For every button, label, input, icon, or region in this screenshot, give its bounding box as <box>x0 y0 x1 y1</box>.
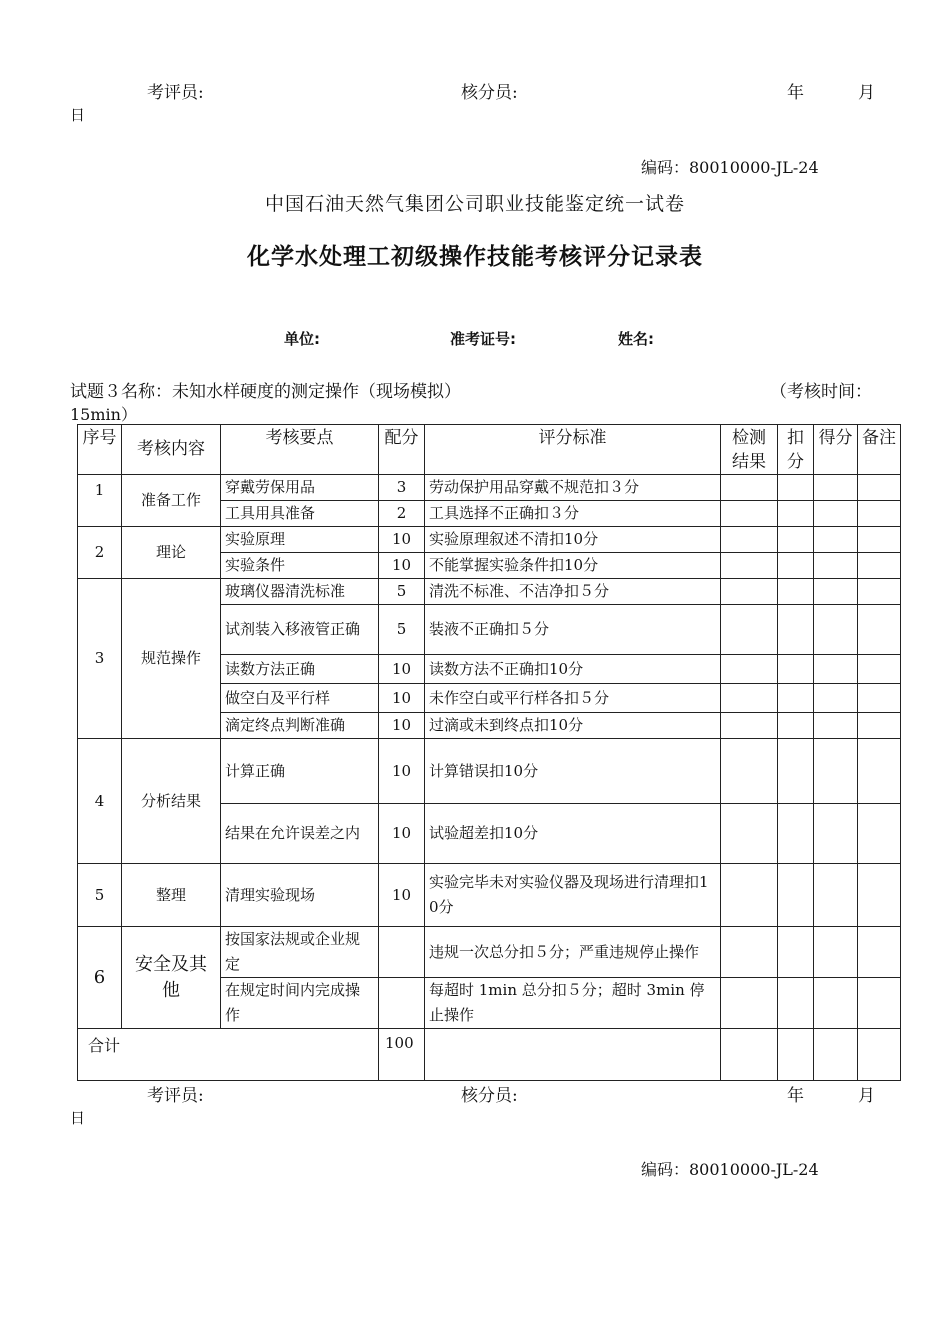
row-criteria: 不能掌握实验条件扣10分 <box>425 553 721 579</box>
total-value: 100 <box>379 1029 425 1081</box>
total-label: 合计 <box>78 1029 379 1081</box>
got-cell[interactable] <box>814 713 858 739</box>
row-content: 准备工作 <box>122 475 221 527</box>
got-cell[interactable] <box>814 864 858 927</box>
row-point: 按国家法规或企业规定 <box>221 927 379 978</box>
result-cell[interactable] <box>721 655 778 684</box>
row-point: 穿戴劳保用品 <box>221 475 379 501</box>
row-point: 实验原理 <box>221 527 379 553</box>
header-got: 得分 <box>814 425 858 475</box>
result-cell[interactable] <box>721 501 778 527</box>
row-criteria: 试验超差扣10分 <box>425 804 721 864</box>
row-point: 清理实验现场 <box>221 864 379 927</box>
total-criteria-cell <box>425 1029 721 1081</box>
got-cell[interactable] <box>814 684 858 713</box>
result-cell[interactable] <box>721 864 778 927</box>
examiner-label-bottom: 考评员: <box>147 1086 204 1106</box>
table-row <box>78 864 901 927</box>
row-seq: 6 <box>78 927 122 1029</box>
table-header-row <box>78 425 901 475</box>
remark-cell[interactable] <box>858 655 901 684</box>
header-score: 配分 <box>379 425 425 475</box>
got-cell[interactable] <box>814 475 858 501</box>
deduct-cell[interactable] <box>778 655 814 684</box>
row-content: 理论 <box>122 527 221 579</box>
got-cell[interactable] <box>814 501 858 527</box>
exam-time-label: （考核时间： <box>770 382 872 402</box>
row-content: 分析结果 <box>122 739 221 864</box>
row-criteria: 违规一次总分扣５分；严重违规停止操作 <box>425 927 721 978</box>
result-cell[interactable] <box>721 475 778 501</box>
header-remark: 备注 <box>858 425 901 475</box>
row-point: 计算正确 <box>221 739 379 804</box>
header-result: 检测结果 <box>721 425 778 475</box>
row-criteria: 每超时 1min 总分扣５分；超时 3min 停止操作 <box>425 978 721 1029</box>
row-seq: 5 <box>78 864 122 927</box>
deduct-cell[interactable] <box>778 553 814 579</box>
row-score: 10 <box>379 655 425 684</box>
row-seq: 3 <box>78 579 122 739</box>
result-cell[interactable] <box>721 579 778 605</box>
day-label: 日 <box>70 106 86 124</box>
remark-cell[interactable] <box>858 527 901 553</box>
row-criteria: 读数方法不正确扣10分 <box>425 655 721 684</box>
table-row <box>78 475 901 501</box>
row-criteria: 装液不正确扣５分 <box>425 605 721 655</box>
remark-cell[interactable] <box>858 804 901 864</box>
row-content: 规范操作 <box>122 579 221 739</box>
result-cell[interactable] <box>721 978 778 1029</box>
remark-cell[interactable] <box>858 501 901 527</box>
remark-cell[interactable] <box>858 713 901 739</box>
examiner-label: 考评员: <box>147 83 204 103</box>
table-row <box>78 527 901 553</box>
row-point: 玻璃仪器清洗标准 <box>221 579 379 605</box>
ticket-number-label: 准考证号: <box>450 330 516 348</box>
table-row <box>78 739 901 804</box>
row-score: 5 <box>379 605 425 655</box>
row-score: 10 <box>379 684 425 713</box>
name-label: 姓名: <box>618 330 654 348</box>
year-label-bottom: 年 <box>787 1086 804 1106</box>
month-label: 月 <box>858 83 875 103</box>
deduct-cell[interactable] <box>778 501 814 527</box>
row-score: 10 <box>379 804 425 864</box>
result-cell[interactable] <box>721 684 778 713</box>
year-label: 年 <box>787 83 804 103</box>
deduct-cell[interactable] <box>778 1029 814 1081</box>
row-criteria: 劳动保护用品穿戴不规范扣３分 <box>425 475 721 501</box>
row-point: 在规定时间内完成操作 <box>221 978 379 1029</box>
result-cell[interactable] <box>721 804 778 864</box>
remark-cell[interactable] <box>858 739 901 804</box>
remark-cell[interactable] <box>858 605 901 655</box>
checker-label: 核分员: <box>461 83 518 103</box>
row-criteria: 未作空白或平行样各扣５分 <box>425 684 721 713</box>
form-code: 编码：80010000-JL-24 <box>641 158 819 177</box>
day-label-bottom: 日 <box>70 1109 86 1127</box>
document-subtitle: 中国石油天然气集团公司职业技能鉴定统一试卷 <box>264 193 685 215</box>
deduct-cell[interactable] <box>778 527 814 553</box>
row-criteria: 工具选择不正确扣３分 <box>425 501 721 527</box>
result-cell[interactable] <box>721 553 778 579</box>
deduct-cell[interactable] <box>778 713 814 739</box>
remark-cell[interactable] <box>858 1029 901 1081</box>
result-cell[interactable] <box>721 739 778 804</box>
got-cell[interactable] <box>814 553 858 579</box>
deduct-cell[interactable] <box>778 804 814 864</box>
deduct-cell[interactable] <box>778 739 814 804</box>
deduct-cell[interactable] <box>778 927 814 978</box>
exam-time-value: 15min） <box>70 405 137 424</box>
row-seq: 2 <box>78 527 122 579</box>
result-cell[interactable] <box>721 605 778 655</box>
got-cell[interactable] <box>814 739 858 804</box>
remark-cell[interactable] <box>858 553 901 579</box>
month-label-bottom: 月 <box>858 1086 875 1106</box>
remark-cell[interactable] <box>858 978 901 1029</box>
row-content: 安全及其他 <box>122 927 221 1029</box>
got-cell[interactable] <box>814 527 858 553</box>
remark-cell[interactable] <box>858 475 901 501</box>
got-cell[interactable] <box>814 655 858 684</box>
scoring-table <box>77 424 901 1081</box>
deduct-cell[interactable] <box>778 684 814 713</box>
deduct-cell[interactable] <box>778 978 814 1029</box>
row-point: 试剂装入移液管正确 <box>221 605 379 655</box>
remark-cell[interactable] <box>858 684 901 713</box>
total-row <box>78 1029 901 1081</box>
remark-cell[interactable] <box>858 864 901 927</box>
row-criteria: 过滴或未到终点扣10分 <box>425 713 721 739</box>
table-row <box>78 579 901 605</box>
row-score: 3 <box>379 475 425 501</box>
row-criteria: 计算错误扣10分 <box>425 739 721 804</box>
deduct-cell[interactable] <box>778 605 814 655</box>
result-cell[interactable] <box>721 713 778 739</box>
unit-label: 单位: <box>284 330 320 348</box>
row-seq: 4 <box>78 739 122 864</box>
table-row <box>78 927 901 978</box>
result-cell[interactable] <box>721 927 778 978</box>
header-deduct: 扣分 <box>778 425 814 475</box>
deduct-cell[interactable] <box>778 579 814 605</box>
row-point: 做空白及平行样 <box>221 684 379 713</box>
row-point: 读数方法正确 <box>221 655 379 684</box>
got-cell[interactable] <box>814 978 858 1029</box>
row-point: 工具用具准备 <box>221 501 379 527</box>
row-score <box>379 978 425 1029</box>
row-point: 结果在允许误差之内 <box>221 804 379 864</box>
header-points: 考核要点 <box>221 425 379 475</box>
row-score: 10 <box>379 527 425 553</box>
row-criteria: 实验完毕未对实验仪器及现场进行清理扣10分 <box>425 864 721 927</box>
row-score: 10 <box>379 864 425 927</box>
deduct-cell[interactable] <box>778 864 814 927</box>
got-cell[interactable] <box>814 804 858 864</box>
got-cell[interactable] <box>814 1029 858 1081</box>
remark-cell[interactable] <box>858 927 901 978</box>
row-score: 5 <box>379 579 425 605</box>
deduct-cell[interactable] <box>778 475 814 501</box>
remark-cell[interactable] <box>858 579 901 605</box>
question-title: 试题３名称：未知水样硬度的测定操作（现场模拟） <box>70 382 461 402</box>
got-cell[interactable] <box>814 927 858 978</box>
row-content: 整理 <box>122 864 221 927</box>
form-code-bottom: 编码：80010000-JL-24 <box>641 1160 819 1179</box>
checker-label-bottom: 核分员: <box>461 1086 518 1106</box>
header-criteria: 评分标准 <box>425 425 721 475</box>
row-point: 实验条件 <box>221 553 379 579</box>
result-cell[interactable] <box>721 1029 778 1081</box>
row-score: 10 <box>379 553 425 579</box>
got-cell[interactable] <box>814 605 858 655</box>
row-criteria: 清洗不标准、不洁净扣５分 <box>425 579 721 605</box>
row-score: 10 <box>379 739 425 804</box>
row-criteria: 实验原理叙述不清扣10分 <box>425 527 721 553</box>
row-seq: 1 <box>78 475 122 527</box>
row-score: 2 <box>379 501 425 527</box>
row-score: 10 <box>379 713 425 739</box>
row-score <box>379 927 425 978</box>
document-title: 化学水处理工初级操作技能考核评分记录表 <box>247 244 703 270</box>
got-cell[interactable] <box>814 579 858 605</box>
header-content: 考核内容 <box>122 425 221 475</box>
row-point: 滴定终点判断准确 <box>221 713 379 739</box>
header-seq: 序号 <box>78 425 122 475</box>
result-cell[interactable] <box>721 527 778 553</box>
